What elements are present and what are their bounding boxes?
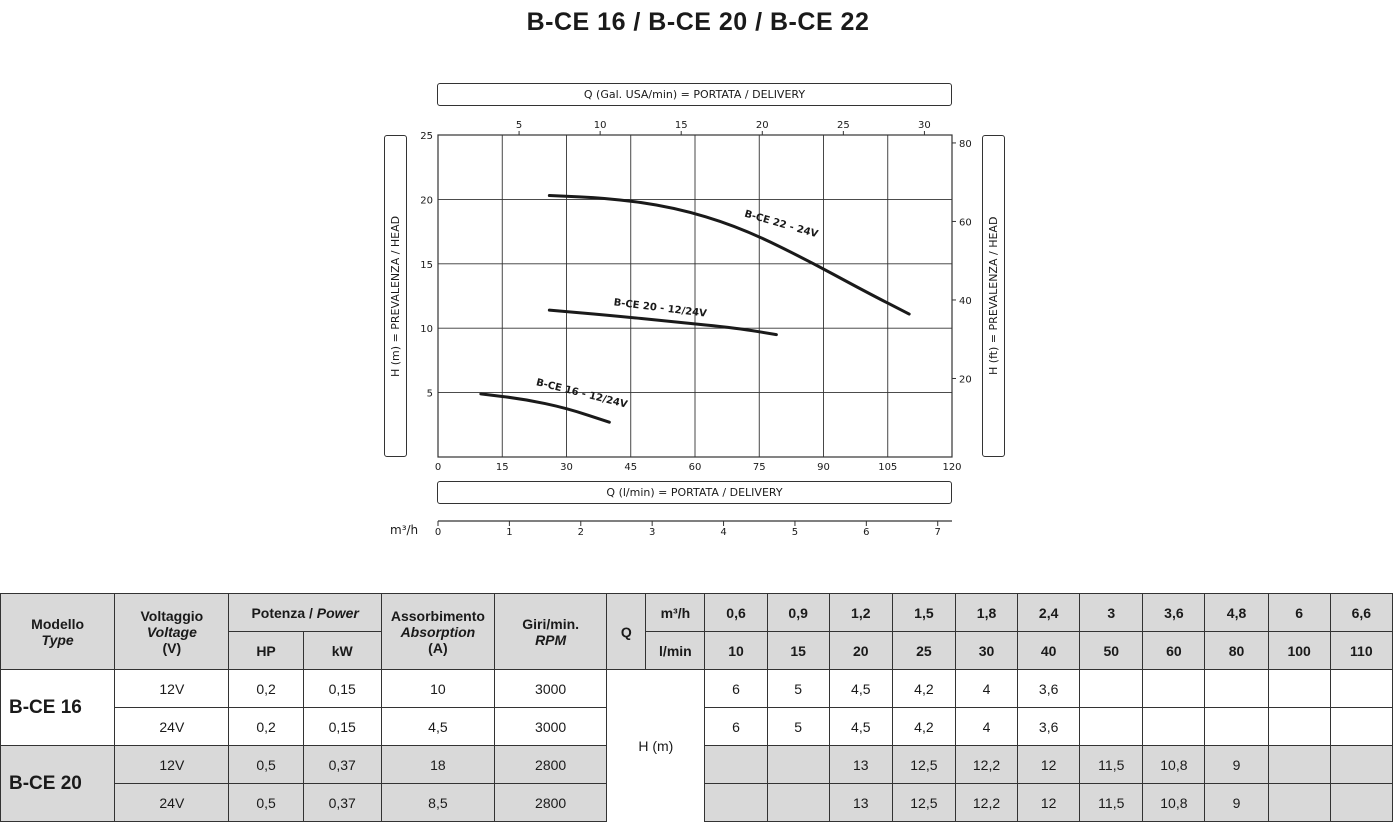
h-cell: 9 <box>1205 746 1268 784</box>
table-row <box>1 670 1393 708</box>
top-axis-label: Q (Gal. USA/min) = PORTATA / DELIVERY <box>437 83 952 106</box>
m3h-value: 0,9 <box>767 594 829 632</box>
h-cell: 6 <box>705 708 767 746</box>
m3h-tick-label: 5 <box>791 527 799 538</box>
h-cell: 4,2 <box>892 708 955 746</box>
x-tick-label: 15 <box>495 462 509 473</box>
col-rpm <box>495 594 607 670</box>
amp-cell: 4,5 <box>381 708 494 746</box>
m3h-tick-label: 6 <box>863 527 870 538</box>
h-cell <box>1268 746 1330 784</box>
lmin-value: 50 <box>1080 632 1143 670</box>
h-label-cell: H (m) <box>607 670 705 822</box>
col-power <box>229 594 381 632</box>
h-cell: 13 <box>829 784 892 822</box>
y-tick-label: 20 <box>420 195 433 207</box>
h-cell: 12,2 <box>955 746 1017 784</box>
col-hp: HP <box>229 632 303 670</box>
left-axis-label-text: H (m) = PREVALENZA / HEAD <box>389 215 402 377</box>
voltage-cell: 24V <box>115 784 229 822</box>
h-cell <box>767 746 829 784</box>
col-kw: kW <box>303 632 381 670</box>
x-tick-label: 45 <box>624 462 638 473</box>
h-cell <box>1205 708 1268 746</box>
lmin-value: 110 <box>1330 632 1392 670</box>
lmin-value: 100 <box>1268 632 1330 670</box>
model-cell: B-CE 16 <box>1 670 115 746</box>
m3h-tick-label: 7 <box>934 527 941 538</box>
y-tick-label: 25 <box>420 131 433 142</box>
h-cell: 13 <box>829 746 892 784</box>
h-cell: 4 <box>955 708 1017 746</box>
col-power-label: Potenza / <box>251 604 317 621</box>
rpm-cell: 3000 <box>495 708 607 746</box>
gal-tick-label: 5 <box>515 120 523 131</box>
h-cell <box>705 746 767 784</box>
m3h-value: 4,8 <box>1205 594 1268 632</box>
h-cell: 3,6 <box>1018 670 1080 708</box>
kw-cell: 0,37 <box>303 784 381 822</box>
m3h-value: 3 <box>1080 594 1143 632</box>
h-cell: 3,6 <box>1018 708 1080 746</box>
ft-tick-label: 20 <box>959 374 972 386</box>
hp-cell: 0,2 <box>229 708 303 746</box>
h-cell: 12,5 <box>892 746 955 784</box>
col-voltage-unit: (V) <box>162 639 182 656</box>
m3h-value: 1,2 <box>829 594 892 632</box>
m3h-tick-label: 0 <box>434 527 442 538</box>
rpm-cell: 2800 <box>495 784 607 822</box>
h-cell <box>1205 670 1268 708</box>
lmin-value: 60 <box>1143 632 1205 670</box>
h-cell <box>1143 670 1205 708</box>
gal-tick-label: 10 <box>593 120 607 131</box>
kw-cell: 0,15 <box>303 708 381 746</box>
voltage-cell: 24V <box>115 708 229 746</box>
ft-tick-label: 80 <box>959 138 972 150</box>
h-cell <box>1268 784 1330 822</box>
rpm-cell: 3000 <box>495 670 607 708</box>
ft-tick-label: 60 <box>959 217 972 229</box>
amp-cell: 18 <box>381 746 494 784</box>
lmin-value: 30 <box>955 632 1017 670</box>
h-cell <box>1330 708 1392 746</box>
m3h-tick-label: 4 <box>720 527 727 538</box>
h-cell <box>1268 670 1330 708</box>
x-tick-label: 105 <box>878 462 898 473</box>
col-model-label: Modello <box>31 615 85 632</box>
m3h-value: 6 <box>1268 594 1330 632</box>
col-absorption <box>381 594 494 670</box>
gal-tick-label: 15 <box>674 120 688 131</box>
h-cell: 5 <box>767 708 829 746</box>
col-lmin-unit: l/min <box>646 632 705 670</box>
hp-cell: 0,2 <box>229 670 303 708</box>
col-power-label-en: Power <box>316 604 359 621</box>
h-cell: 11,5 <box>1080 746 1143 784</box>
h-cell <box>1268 708 1330 746</box>
h-cell: 12,5 <box>892 784 955 822</box>
h-cell <box>1080 670 1143 708</box>
spec-table <box>0 593 1393 822</box>
lmin-value: 40 <box>1018 632 1080 670</box>
h-cell <box>1143 708 1205 746</box>
y-tick-label: 10 <box>420 324 433 336</box>
bottom-axis-label: Q (l/min) = PORTATA / DELIVERY <box>437 481 952 504</box>
x-tick-label: 30 <box>560 462 573 473</box>
h-cell: 4,5 <box>829 670 892 708</box>
curve-label: B-CE 16 - 12/24V <box>534 377 629 411</box>
h-cell: 6 <box>705 670 767 708</box>
lmin-value: 10 <box>705 632 767 670</box>
m3h-value: 2,4 <box>1018 594 1080 632</box>
voltage-cell: 12V <box>115 746 229 784</box>
h-cell: 4,2 <box>892 670 955 708</box>
x-tick-label: 0 <box>434 462 442 473</box>
h-cell: 10,8 <box>1143 746 1205 784</box>
col-absorption-label: Assorbimento <box>390 607 485 624</box>
h-cell <box>705 784 767 822</box>
chart-ticks <box>420 120 971 538</box>
m3h-value: 1,8 <box>955 594 1017 632</box>
amp-cell: 8,5 <box>381 784 494 822</box>
y-tick-label: 15 <box>420 259 433 271</box>
h-cell <box>1330 784 1392 822</box>
curve-label: B-CE 20 - 12/24V <box>612 297 708 320</box>
gal-tick-label: 30 <box>918 120 931 131</box>
ft-tick-label: 40 <box>959 295 972 307</box>
hp-cell: 0,5 <box>229 784 303 822</box>
col-absorption-unit: (A) <box>428 639 448 656</box>
m3h-value: 0,6 <box>705 594 767 632</box>
h-cell <box>1330 670 1392 708</box>
m3h-tick-label: 2 <box>577 527 584 538</box>
col-rpm-label-en: RPM <box>535 631 567 648</box>
col-rpm-label: Giri/min. <box>522 615 580 632</box>
curve-line <box>549 196 909 314</box>
y-tick-label: 5 <box>426 388 433 400</box>
h-cell: 5 <box>767 670 829 708</box>
curve-label: B-CE 22 - 24V <box>743 208 820 241</box>
x-tick-label: 60 <box>688 462 702 473</box>
col-voltage <box>115 594 229 670</box>
h-cell <box>1080 708 1143 746</box>
x-tick-label: 90 <box>817 462 830 473</box>
x-tick-label: 75 <box>752 462 766 473</box>
m3h-tick-label: 3 <box>648 527 656 538</box>
h-cell: 11,5 <box>1080 784 1143 822</box>
lmin-value: 25 <box>892 632 955 670</box>
h-cell: 10,8 <box>1143 784 1205 822</box>
lmin-value: 15 <box>767 632 829 670</box>
model-cell: B-CE 20 <box>1 746 115 822</box>
rpm-cell: 2800 <box>495 746 607 784</box>
amp-cell: 10 <box>381 670 494 708</box>
col-voltage-label-en: Voltage <box>146 623 197 640</box>
h-cell: 12 <box>1018 746 1080 784</box>
kw-cell: 0,37 <box>303 746 381 784</box>
page-title: B-CE 16 / B-CE 20 / B-CE 22 <box>526 8 870 36</box>
h-cell <box>1330 746 1392 784</box>
h-cell: 12 <box>1018 784 1080 822</box>
m3h-tick-label: 1 <box>506 527 513 538</box>
m3h-value: 1,5 <box>892 594 955 632</box>
col-model <box>1 594 115 670</box>
m3h-axis-unit: m³/h <box>390 523 419 537</box>
h-cell: 9 <box>1205 784 1268 822</box>
h-cell: 12,2 <box>955 784 1017 822</box>
col-m3h-unit: m³/h <box>646 594 705 632</box>
m3h-value: 6,6 <box>1330 594 1392 632</box>
col-voltage-label: Voltaggio <box>140 607 204 624</box>
hp-cell: 0,5 <box>229 746 303 784</box>
right-axis-label-text: H (ft) = PREVALENZA / HEAD <box>987 216 1000 376</box>
lmin-value: 80 <box>1205 632 1268 670</box>
h-cell: 4,5 <box>829 708 892 746</box>
col-q: Q <box>607 594 646 670</box>
gal-tick-label: 25 <box>836 120 850 131</box>
col-model-label-en: Type <box>41 631 74 648</box>
h-cell: 4 <box>955 670 1017 708</box>
m3h-value: 3,6 <box>1143 594 1205 632</box>
lmin-value: 20 <box>829 632 892 670</box>
x-tick-label: 120 <box>942 462 962 473</box>
voltage-cell: 12V <box>115 670 229 708</box>
kw-cell: 0,15 <box>303 670 381 708</box>
gal-tick-label: 20 <box>755 120 769 131</box>
col-absorption-label-en: Absorption <box>400 623 476 640</box>
h-cell <box>767 784 829 822</box>
